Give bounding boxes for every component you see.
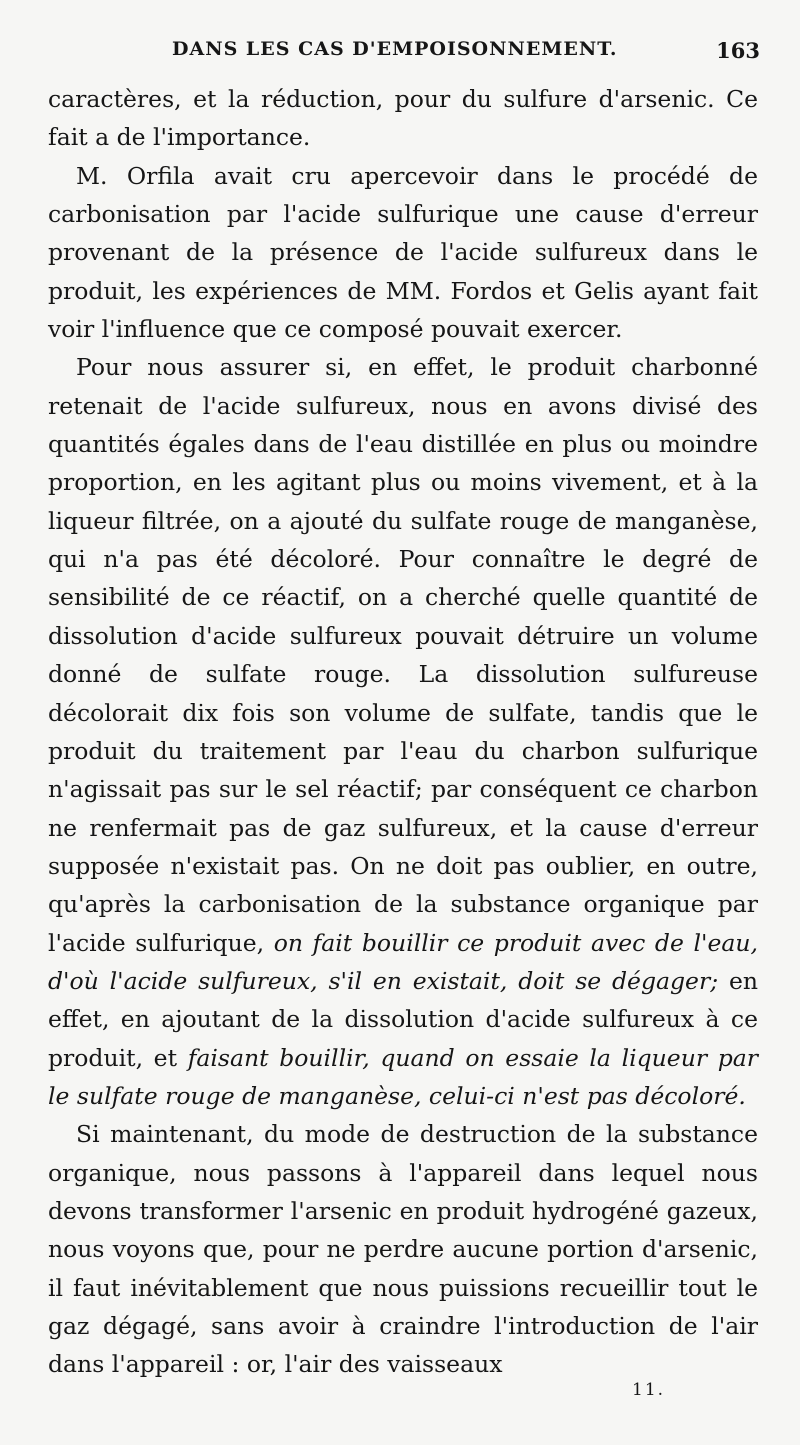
signature-mark: 11. xyxy=(632,1380,666,1400)
running-head: DANS LES CAS D'EMPOISONNEMENT. xyxy=(172,38,618,60)
text-run: Si maintenant, du mode de destruction de la substance organique, nous passons à l'appareil dans lequel nous devons transformer l'arsenic en produit hydrogéné gazeux, nous voyons que, pour ne perdre aucune portion d'arsenic, il faut inévitablement que nous puissions recueillir tout le gaz dégagé, sans avoir à craindre l'introduction de l'air dans l'appareil : or, l'air des vaisseaux xyxy=(48,1120,758,1379)
text-run: en effet, en ajoutant de la dissolution d'acide sulfureux à ce produit, et xyxy=(48,966,759,1072)
text-run: caractères, et la réduction, pour du sulfure d'arsenic. Ce fait a de l'importance. xyxy=(48,85,758,152)
page-number: 163 xyxy=(716,38,760,63)
italic-run: on fait bouillir ce produit avec de l'eau, d'où l'acide sulfureux, s'il en existait, doit se dégager; xyxy=(48,928,758,995)
body-text xyxy=(48,80,758,1384)
paragraph xyxy=(48,157,758,349)
paragraph xyxy=(48,1115,758,1383)
page-header xyxy=(48,38,760,74)
paragraph xyxy=(48,348,758,1115)
italic-run: faisant bouillir, quand on essaie la liqueur par le sulfate rouge de manganèse, celui-ci n'est pas décoloré. xyxy=(48,1043,758,1110)
paragraph xyxy=(48,80,758,157)
text-run: Pour nous assurer si, en effet, le produit charbonné retenait de l'acide sulfureux, nous en avons divisé des quantités égales dans de l'eau distillée en plus ou moindre proportion, en les agitant plus ou moins vivement, et à la liqueur filtrée, on a ajouté du sulfate rouge de manganèse, qui n'a pas été décoloré. Pour connaître le degré de sensibilité de ce réactif, on a cherché quelle quantité de dissolution d'acide sulfureux pouvait détruire un volume donné de sulfate rouge. La dissolution sulfureuse décolorait dix fois son volume de sulfate, tandis que le produit du traitement par l'eau du charbon sulfurique n'agissait pas sur le sel réactif; par conséquent ce charbon ne renfermait pas de gaz sulfureux, et la cause d'erreur supposée n'existait pas. On ne doit pas oublier, en outre, qu'après la carbonisation de la substance organique par l'acide sulfurique, xyxy=(48,353,758,957)
text-run: M. Orfila avait cru apercevoir dans le procédé de carbonisation par l'acide sulfurique une cause d'erreur provenant de la présence de l'acide sulfureux dans le produit, les expériences de MM. Fordos et Gelis ayant fait voir l'influence que ce composé pouvait exercer. xyxy=(48,161,758,344)
